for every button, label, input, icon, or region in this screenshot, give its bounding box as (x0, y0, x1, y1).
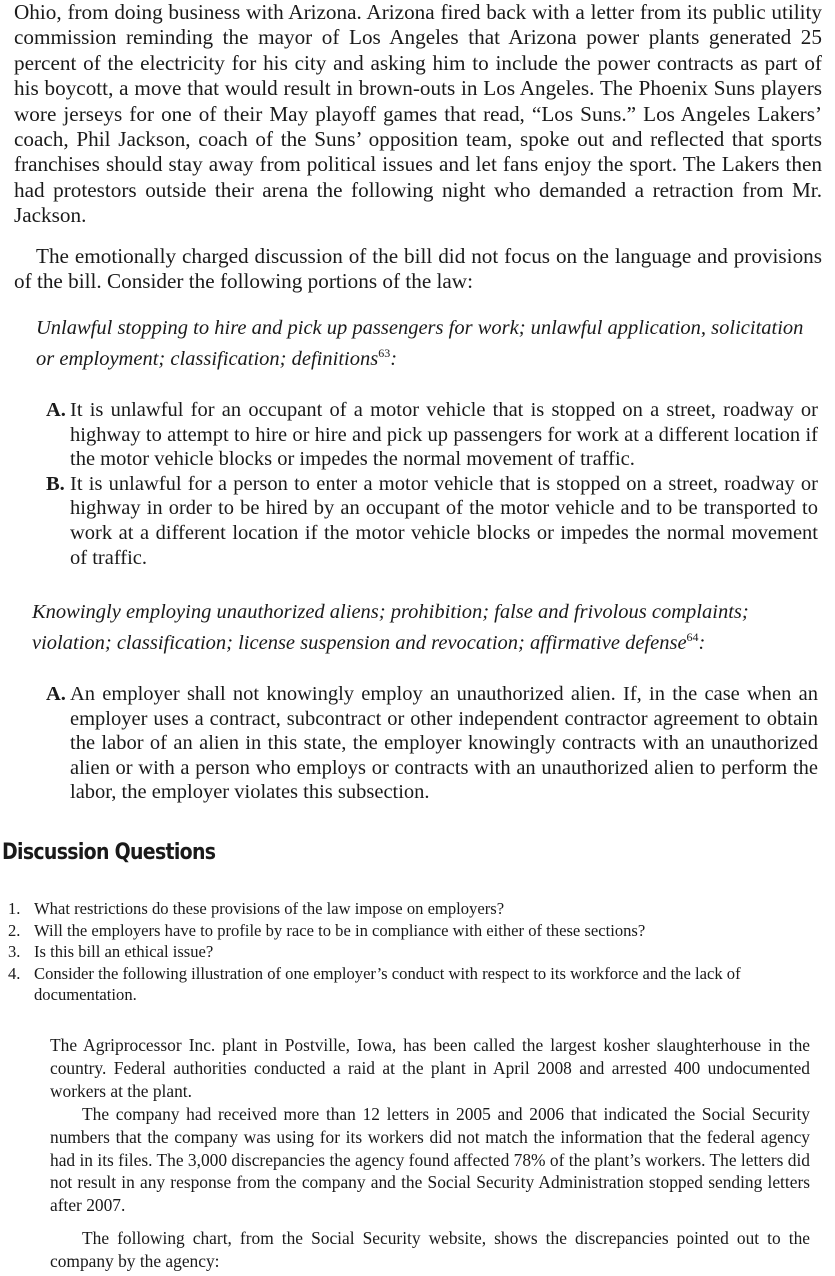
law-1-title-end: : (390, 347, 398, 370)
question-1 (8, 898, 814, 920)
question-text: What restrictions do these provisions of the law impose on employers? (34, 899, 505, 918)
item-marker: A. (46, 683, 66, 705)
item-text: It is unlawful for an occupant of a motor vehicle that is stopped on a street, roadway or highway to attempt to hire or hire and pick up passengers for work at a different location if the motor vehicle blocks or impedes the normal movement of traffic. (70, 399, 818, 471)
law-2-provisions (46, 682, 818, 805)
law-1-title (36, 316, 826, 372)
footnote-64: 64 (686, 630, 699, 644)
law-1-item-a (46, 398, 818, 472)
question-4 (8, 963, 814, 1006)
question-number: 4. (8, 963, 21, 983)
question-text: Is this bill an ethical issue? (34, 942, 214, 962)
footnote-63: 63 (378, 346, 391, 360)
body-paragraph-2: The emotionally charged discussion of the bill did not focus on the language and provisions of the bill. Consider the following portions of the law: (14, 244, 822, 294)
question-number: 1. (8, 899, 21, 918)
law-1-item-b (46, 472, 818, 570)
law-1-provisions (46, 398, 818, 570)
law-2-title-text: Knowingly employing unauthorized aliens; prohibition; false and frivolous complaints; violation; classification; license suspension and revocation; affirmative defense (32, 601, 749, 654)
question-3 (8, 941, 814, 963)
item-text: It is unlawful for a person to enter a motor vehicle that is stopped on a street, roadway or highway in order to be hired by an occupant of the motor vehicle and to be transported to work at a different location if the motor vehicle blocks or impedes the normal movement of traffic. (70, 472, 818, 569)
question-number: 2. (8, 920, 21, 940)
law-1-title-text: Unlawful stopping to hire and pick up passengers for work; unlawful application, solicitation or employment; classification; definitions (36, 317, 804, 370)
question-2 (8, 920, 814, 942)
case-paragraph-1: The Agriprocessor Inc. plant in Postville, Iowa, has been called the largest kosher slaughterhouse in the country. Federal authorities conducted a raid at the plant in April 2008 and arrested 400 undocumented workers at the plant. (50, 1035, 810, 1101)
question-text: Consider the following illustration of one employer’s conduct with respect to its workforce and the lack of documentation. (34, 963, 741, 1005)
body-paragraph-1: Ohio, from doing business with Arizona. Arizona fired back with a letter from its public utility commission reminding the mayor of Los Angeles that Arizona power plants generated 25 percent of the electricity for his city and asking him to include the power contracts as part of his boycott, a move that would result in brown-outs in Los Angeles. The Phoenix Suns players wore jerseys for one of their May playoff games that read, “Los Suns.” Los Angeles Lakers’ coach, Phil Jackson, coach of the Suns’ opposition team, spoke out and reflected that sports franchises should stay away from political issues and let fans enjoy the sport. The Lakers then had protestors outside their arena the following night who demanded a retraction from Mr. Jackson. (14, 0, 822, 228)
law-2-title-end: : (698, 631, 706, 654)
question-text: Will the employers have to profile by race to be in compliance with either of these sections? (34, 920, 646, 940)
case-paragraph-3: The following chart, from the Social Security website, shows the discrepancies pointed out to the company by the agency: (50, 1228, 810, 1271)
case-paragraph-2: The company had received more than 12 letters in 2005 and 2006 that indicated the Social Security numbers that the company was using for its workers did not match the information that the federal agency had in its files. The 3,000 discrepancies the agency found affected 78% of the plant’s workers. The letters did not result in any response from the company and the Social Security Administration stopped sending letters after 2007. (50, 1104, 810, 1216)
law-2-item-a (46, 682, 818, 805)
discussion-questions-list (8, 898, 814, 1006)
question-number: 3. (8, 942, 21, 962)
law-2-title (32, 600, 822, 656)
item-marker: B. (46, 472, 65, 495)
discussion-questions-heading: Discussion Questions (2, 840, 216, 865)
item-marker: A. (46, 399, 66, 421)
item-text: An employer shall not knowingly employ an unauthorized alien. If, in the case when an employer uses a contract, subcontract or other independent contractor agreement to obtain the labor of an alien in this state, the employer knowingly contracts with an unauthorized alien or with a person who employs or contracts with an unauthorized alien to perform the labor, the employer violates this subsection. (70, 683, 818, 804)
